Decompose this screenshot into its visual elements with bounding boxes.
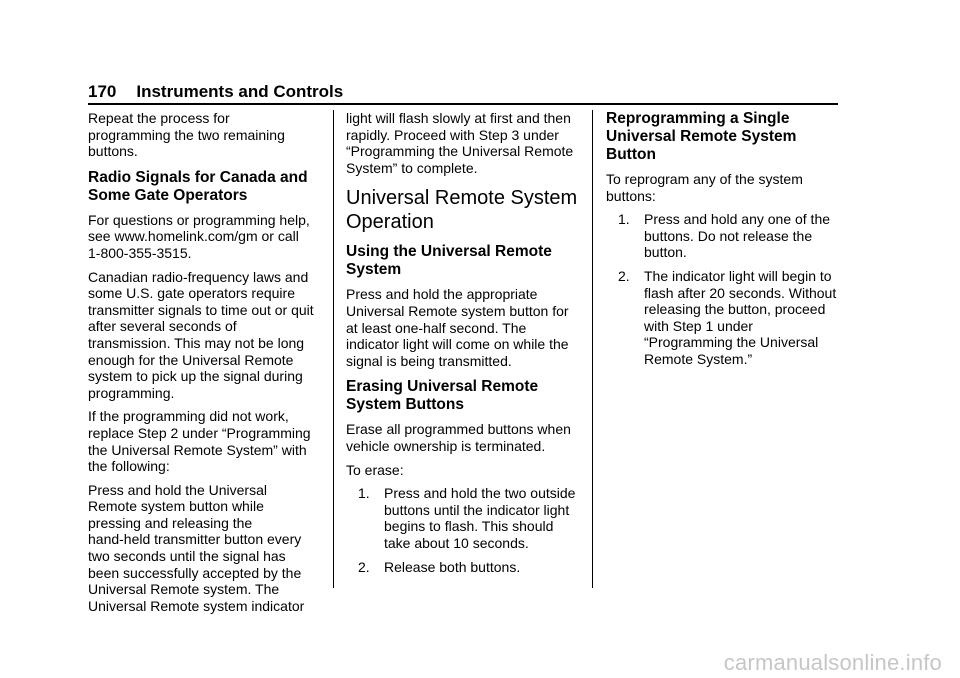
paragraph: Press and hold the appropriate Universal Remote system button for at least one-half second. The indicator light will come on while the signal is being transmitted.	[346, 286, 569, 369]
step-number: 2.	[358, 558, 370, 575]
paragraph: To reprogram any of the system buttons:	[606, 171, 803, 204]
heading-using: Using the Universal Remote System	[346, 243, 552, 279]
paragraph: Erase all programmed buttons when vehicle ownership is terminated.	[346, 421, 571, 454]
step-text: Release both buttons.	[384, 558, 521, 575]
step-text: Press and hold any one of the buttons. Do not release the button.	[644, 211, 831, 261]
heading-reprogramming: Reprogramming a Single Universal Remote System Button	[606, 110, 797, 163]
column-3	[606, 110, 842, 375]
column-divider-2	[592, 110, 593, 588]
step-text: Press and hold the two outside buttons until the indicator light begins to flash. This should take about 10 seconds.	[384, 485, 576, 551]
paragraph: To erase:	[346, 461, 404, 478]
step-number: 1.	[618, 211, 630, 228]
paragraph: Press and hold the Universal Remote system button while pressing and releasing the hand-held transmitter button every two seconds until the signal has been successfully accepted by the Universal Remote system. The Universal Remote system indicator	[88, 481, 305, 614]
list-item	[606, 211, 842, 261]
step-text: The indicator light will begin to flash after 20 seconds. Without releasing the button, proceed with Step 1 under “Programming the Universal Remote System.”	[644, 267, 837, 367]
paragraph: Canadian radio-frequency laws and some U.S. gate operators require transmitter signals to time out or quit after several seconds of transmission. This may not be long enough for the Universal Remote system to pick up the signal during programming.	[88, 268, 314, 401]
header-rule	[88, 103, 838, 105]
page-header	[88, 82, 838, 102]
paragraph: If the programming did not work, replace Step 2 under “Programming the Universal Remote System” with the following:	[88, 408, 311, 475]
paragraph: Repeat the process for programming the two remaining buttons.	[88, 110, 285, 160]
erase-steps-list	[346, 485, 584, 575]
reprogram-steps-list	[606, 211, 842, 367]
list-item	[606, 268, 842, 368]
step-number: 1.	[358, 485, 370, 502]
list-item	[346, 485, 584, 551]
heading-radio-signals: Radio Signals for Canada and Some Gate Operators	[88, 168, 308, 204]
paragraph: light will flash slowly at first and then rapidly. Proceed with Step 3 under “Programming the Universal Remote System” to complete.	[346, 110, 574, 176]
heading-erasing: Erasing Universal Remote System Buttons	[346, 378, 539, 414]
step-number: 2.	[618, 267, 630, 284]
heading-operation: Universal Remote System Operation	[346, 187, 578, 234]
list-item	[346, 559, 584, 576]
page-number: 170	[88, 82, 117, 101]
watermark: carmanualsonline.info	[723, 650, 942, 675]
paragraph: For questions or programming help, see www.homelink.com/gm or call 1-800-355-3515.	[88, 211, 310, 261]
section-title: Instruments and Controls	[136, 82, 344, 101]
header-text	[88, 82, 838, 102]
column-2	[346, 110, 584, 582]
column-divider-1	[333, 110, 334, 588]
column-1	[88, 110, 328, 621]
